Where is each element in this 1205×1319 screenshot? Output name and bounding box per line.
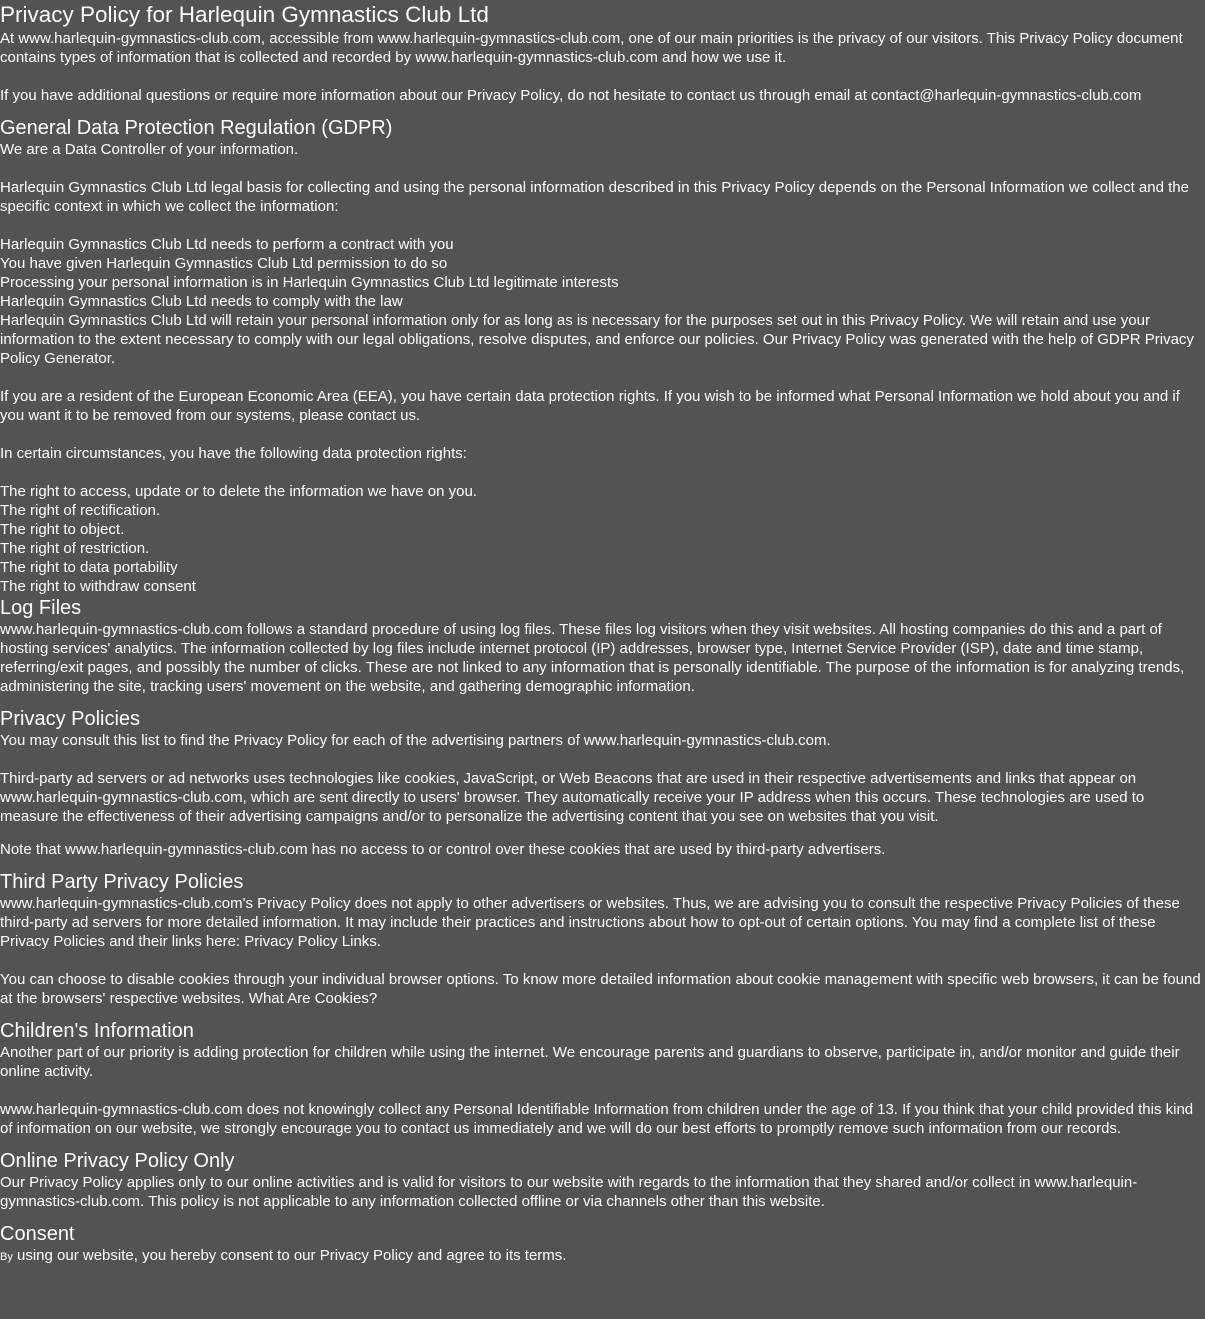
list-item: The right of rectification. <box>0 502 161 519</box>
list-item: The right to data portability <box>0 559 178 576</box>
third-party-paragraph: www.harlequin-gymnastics-club.com's Privacy Policy does not apply to other advertisers or websites. Thus, we are advising you to consult the respective Privacy Policies of these third-party ad servers for more detailed information. It may include their practices and instructions about how to opt-out of certain options. You may find a complete list of these Privacy Policies and their links here: Privacy Policy Links. <box>0 895 1180 950</box>
gdpr-heading: General Data Protection Regulation (GDPR) <box>0 117 393 139</box>
privacy-policies-paragraph: Note that www.harlequin-gymnastics-club.com has no access to or control over these cookies that are used by third-party advertisers. <box>0 841 886 858</box>
third-party-paragraph: You can choose to disable cookies through your individual browser options. To know more detailed information about cookie management with specific web browsers, it can be found at the browsers' respective websites. What Are Cookies? <box>0 971 1201 1007</box>
rights-list <box>0 482 1205 596</box>
privacy-policies-paragraph: You may consult this list to find the Privacy Policy for each of the advertising partners of www.harlequin-gymnastics-club.com. <box>0 732 831 749</box>
list-item: Processing your personal information is in Harlequin Gymnastics Club Ltd legitimate interests <box>0 274 619 291</box>
list-item: Harlequin Gymnastics Club Ltd needs to perform a contract with you <box>0 236 454 253</box>
gdpr-paragraph: If you are a resident of the European Economic Area (EEA), you have certain data protection rights. If you wish to be informed what Personal Information we hold about you and if you want it to be removed from our systems, please contact us. <box>0 388 1180 424</box>
list-item: The right to withdraw consent <box>0 578 196 595</box>
consent-paragraph <box>0 1246 1205 1267</box>
children-heading: Children's Information <box>0 1020 194 1042</box>
privacy-policies-paragraph: Third-party ad servers or ad networks uses technologies like cookies, JavaScript, or Web Beacons that are used in their respective advertisements and links that appear on www.harlequin-gymnastics-club.com, which are sent directly to users' browser. They automatically receive your IP address when this occurs. These technologies are used to measure the effectiveness of their advertising campaigns and/or to personalize the advertising content that you see on websites that you visit. <box>0 770 1145 825</box>
log-files-paragraph: www.harlequin-gymnastics-club.com follows a standard procedure of using log files. These files log visitors when they visit websites. All hosting companies do this and a part of hosting services' analytics. The information collected by log files include internet protocol (IP) addresses, browser type, Internet Service Provider (ISP), date and time stamp, referring/exit pages, and possibly the number of clicks. These are not linked to any information that is personally identifiable. The purpose of the information is for analyzing trends, administering the site, tracking users' movement on the website, and gathering demographic information. <box>0 621 1185 695</box>
log-files-heading: Log Files <box>0 597 82 619</box>
legal-basis-list <box>0 235 1205 311</box>
consent-heading: Consent <box>0 1223 75 1245</box>
online-only-paragraph: Our Privacy Policy applies only to our online activities and is valid for visitors to our website with regards to the information that they shared and/or collect in www.harlequin-gymnastics-club.com. This policy is not applicable to any information collected offline or via channels other than this website. <box>0 1174 1138 1210</box>
list-item: The right to access, update or to delete the information we have on you. <box>0 483 477 500</box>
list-item: The right to object. <box>0 521 125 538</box>
consent-text: using our website, you hereby consent to our Privacy Policy and agree to its terms. <box>12 1247 567 1264</box>
children-paragraph: www.harlequin-gymnastics-club.com does not knowingly collect any Personal Identifiable Information from children under the age of 13. If you think that your child provided this kind of information on our website, we strongly encourage you to contact us immediately and we will do our best efforts to promptly remove such information from our records. <box>0 1101 1194 1137</box>
gdpr-paragraph: We are a Data Controller of your information. <box>0 141 299 158</box>
gdpr-paragraph: Harlequin Gymnastics Club Ltd will retain your personal information only for as long as is necessary for the purposes set out in this Privacy Policy. We will retain and use your information to the extent necessary to comply with our legal obligations, resolve disputes, and enforce our policies. Our Privacy Policy was generated with the help of GDPR Privacy Policy Generator. <box>0 312 1194 367</box>
privacy-policies-heading: Privacy Policies <box>0 708 141 730</box>
list-item: You have given Harlequin Gymnastics Club Ltd permission to do so <box>0 255 448 272</box>
page-title: Privacy Policy for Harlequin Gymnastics Club Ltd <box>0 2 489 27</box>
gdpr-paragraph: Harlequin Gymnastics Club Ltd legal basis for collecting and using the personal information described in this Privacy Policy depends on the Personal Information we collect and the specific context in which we collect the information: <box>0 179 1189 215</box>
third-party-heading: Third Party Privacy Policies <box>0 871 244 893</box>
children-paragraph: Another part of our priority is adding protection for children while using the internet. We encourage parents and guardians to observe, participate in, and/or monitor and guide their online activity. <box>0 1044 1180 1080</box>
list-item: The right of restriction. <box>0 540 150 557</box>
consent-by: By <box>0 1251 13 1263</box>
intro-paragraph: At www.harlequin-gymnastics-club.com, accessible from www.harlequin-gymnastics-club.com, one of our main priorities is the privacy of our visitors. This Privacy Policy document contains types of information that is collected and recorded by www.harlequin-gymnastics-club.com and how we use it. <box>0 30 1183 66</box>
list-item: Harlequin Gymnastics Club Ltd needs to comply with the law <box>0 293 403 310</box>
contact-paragraph: If you have additional questions or require more information about our Privacy Policy, do not hesitate to contact us through email at contact@harlequin-gymnastics-club.com <box>0 87 1142 104</box>
gdpr-paragraph: In certain circumstances, you have the following data protection rights: <box>0 445 467 462</box>
online-only-heading: Online Privacy Policy Only <box>0 1150 235 1172</box>
